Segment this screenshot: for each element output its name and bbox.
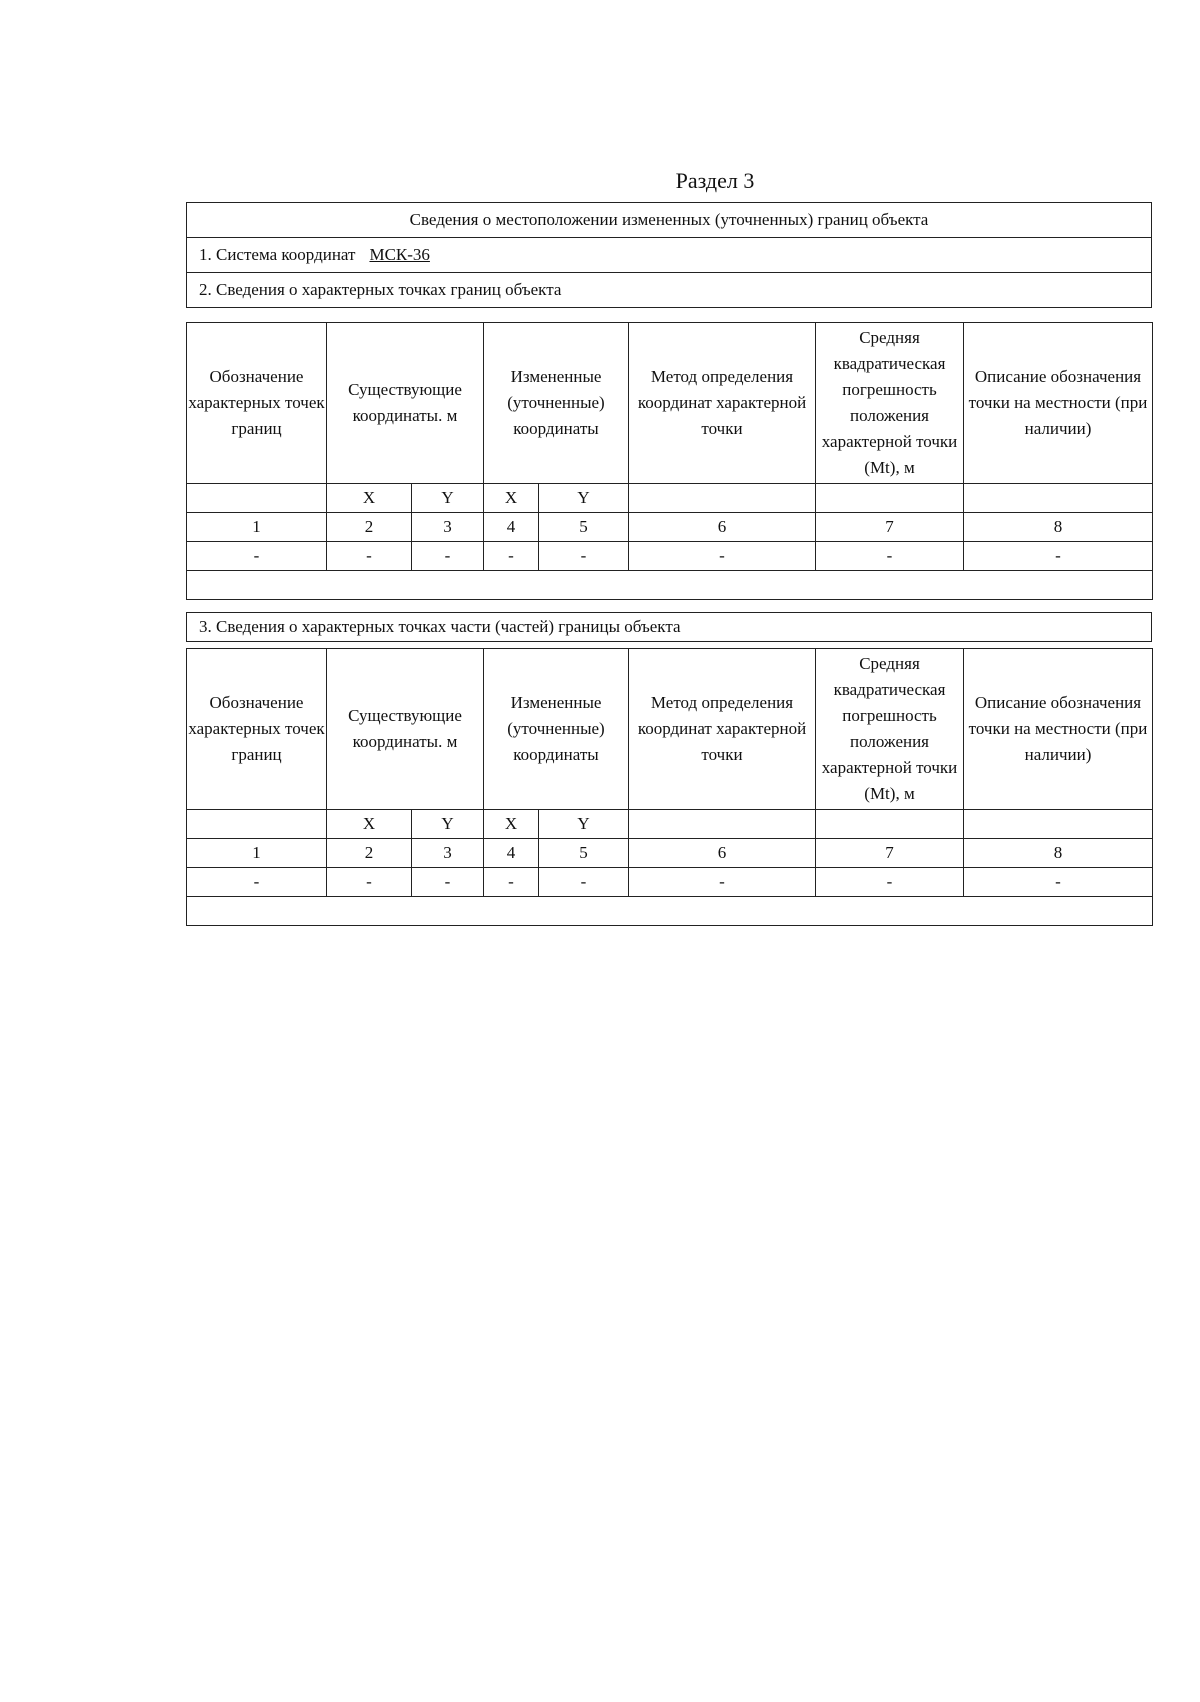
col-description: Описание обозначения точки на местности (при наличии) — [964, 323, 1153, 484]
empty-row — [187, 897, 1153, 926]
col-number: 3 — [412, 513, 484, 542]
cell-dash: - — [412, 542, 484, 571]
cell-dash: - — [964, 542, 1153, 571]
col-number: 8 — [964, 513, 1153, 542]
cell-dash: - — [187, 868, 327, 897]
cell-dash: - — [412, 868, 484, 897]
col-number: 7 — [816, 839, 964, 868]
empty-row — [187, 571, 1153, 600]
part-heading: 3. Сведения о характерных точках части (частей) границы объекта — [187, 613, 1152, 642]
col-point-designation: Обозначение характерных точек границ — [187, 323, 327, 484]
cell-dash: - — [187, 542, 327, 571]
col-changed-coords: Измененные (уточненные) координаты — [484, 649, 629, 810]
axis-y: Y — [539, 484, 629, 513]
axis-y: Y — [412, 810, 484, 839]
cell-dash: - — [816, 542, 964, 571]
col-existing-coords: Существующие координаты. м — [327, 649, 484, 810]
coord-system-row — [187, 238, 1152, 273]
section-title: Раздел 3 — [675, 168, 755, 193]
col-number: 2 — [327, 513, 412, 542]
points-heading: 2. Сведения о характерных точках границ объекта — [187, 273, 1152, 308]
col-number: 1 — [187, 839, 327, 868]
part-points-table — [186, 648, 1153, 926]
cell-dash: - — [484, 542, 539, 571]
col-point-designation: Обозначение характерных точек границ — [187, 649, 327, 810]
axis-x: X — [327, 810, 412, 839]
cell-dash: - — [964, 868, 1153, 897]
col-number: 1 — [187, 513, 327, 542]
col-number: 7 — [816, 513, 964, 542]
col-number: 5 — [539, 839, 629, 868]
cell-dash: - — [539, 542, 629, 571]
cell-dash: - — [327, 868, 412, 897]
col-error: Средняя квадратическая погрешность положения характерной точки (Mt), м — [816, 323, 964, 484]
col-method: Метод определения координат характерной точки — [629, 323, 816, 484]
col-error: Средняя квадратическая погрешность положения характерной точки (Mt), м — [816, 649, 964, 810]
axis-x: X — [327, 484, 412, 513]
col-number: 6 — [629, 839, 816, 868]
cell-dash: - — [484, 868, 539, 897]
coord-system-label: 1. Система координат — [199, 245, 356, 264]
col-description: Описание обозначения точки на местности (при наличии) — [964, 649, 1153, 810]
cell-dash: - — [629, 542, 816, 571]
cell-dash: - — [816, 868, 964, 897]
col-number: 6 — [629, 513, 816, 542]
col-number: 8 — [964, 839, 1153, 868]
points-table — [186, 322, 1153, 600]
axis-y: Y — [412, 484, 484, 513]
cell-dash: - — [629, 868, 816, 897]
cell-dash: - — [539, 868, 629, 897]
info-table — [186, 202, 1152, 308]
axis-x: X — [484, 484, 539, 513]
axis-y: Y — [539, 810, 629, 839]
col-number: 2 — [327, 839, 412, 868]
axis-x: X — [484, 810, 539, 839]
col-number: 5 — [539, 513, 629, 542]
coord-system-value: МСК-36 — [369, 245, 430, 264]
part-heading-table — [186, 612, 1152, 642]
col-number: 3 — [412, 839, 484, 868]
cell-dash: - — [327, 542, 412, 571]
heading: Сведения о местоположении измененных (уточненных) границ объекта — [187, 203, 1152, 238]
col-changed-coords: Измененные (уточненные) координаты — [484, 323, 629, 484]
col-number: 4 — [484, 513, 539, 542]
col-number: 4 — [484, 839, 539, 868]
col-method: Метод определения координат характерной точки — [629, 649, 816, 810]
col-existing-coords: Существующие координаты. м — [327, 323, 484, 484]
